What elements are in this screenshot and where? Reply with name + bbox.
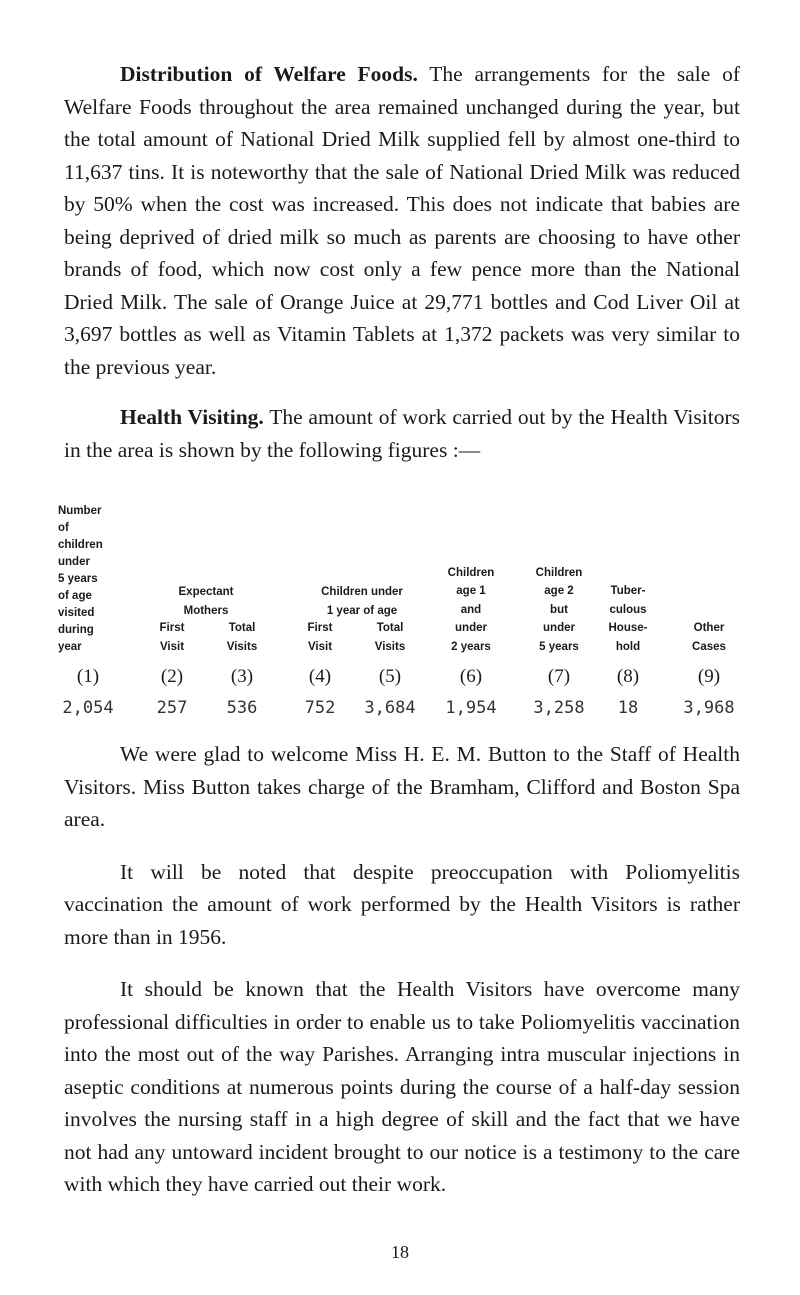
header-text: Total <box>376 622 404 634</box>
header-children-under-1 <box>286 583 438 620</box>
header-col-8 <box>598 582 658 656</box>
header-text: 5 years <box>58 573 98 585</box>
welfare-foods-heading: Distribution of Welfare Foods. <box>120 62 418 86</box>
header-col-7 <box>526 564 592 657</box>
table-value: 3,684 <box>364 698 416 718</box>
header-text: Expectant <box>178 586 234 598</box>
header-col-4 <box>290 619 350 656</box>
health-visiting-paragraph <box>64 401 740 466</box>
header-col-5 <box>354 619 426 656</box>
header-text: Children <box>447 566 495 579</box>
welfare-foods-text: The arrangements for the sale of Welfare Foods throughout the area remained unchanged during the year, but the total amount of National Dried Milk supplied fell by almost one-third to 11,637 tins. It is noteworthy that the sale of National Dried Milk was reduced by 50% when the cost was increased. This does not indicate that babies are being deprived of dried milk so much as parents are choosing to have other brands of food, which now cost only a few pence more than the National Dried Milk. The sale of Orange Juice at 29,771 bottles and Cod Liver Oil at 3,697 bottles as well as Vitamin Tablets at 1,372 packets was very similar to the previous year. <box>64 62 740 379</box>
column-index: (6) <box>459 666 483 687</box>
header-text: visited <box>58 607 95 619</box>
difficulties-paragraph: It should be known that the Health Visitors have overcome many professional difficulties in order to enable us to take Poliomyelitis vaccination into the most out of the way Parishes. Arranging intra muscular injections in aseptic conditions at numerous points during the course of a half-day session involves the nursing staff in a high degree of skill and the fact that we have not had any untoward incident brought to our notice is a testimony to the care with which they have carried out their work. <box>64 977 740 1196</box>
header-text: hold <box>615 640 641 653</box>
header-text: Children <box>535 566 583 579</box>
header-text: Visits <box>374 640 406 653</box>
header-text: 2 years <box>451 640 491 653</box>
header-text: during <box>58 624 94 636</box>
header-col-2 <box>142 619 202 656</box>
header-text: Number <box>58 505 102 517</box>
header-text: Visit <box>159 640 185 653</box>
header-text: under <box>543 622 575 634</box>
work-performed-paragraph: It will be noted that despite preoccupation with Poliomyelitis vaccination the amount of work performed by the Health Visitors is rather more than in 1956. <box>64 859 740 949</box>
column-index: (9) <box>697 666 721 687</box>
table-value: 18 <box>617 698 639 718</box>
table-value: 2,054 <box>62 698 114 718</box>
header-text: culous <box>609 603 647 616</box>
header-text: Visit <box>307 640 333 653</box>
header-text: and <box>460 603 482 616</box>
header-text: of age <box>58 590 92 602</box>
header-text: Mothers <box>183 604 229 617</box>
header-text: First <box>307 622 333 634</box>
header-text: under <box>455 622 487 634</box>
table-value: 3,258 <box>533 698 585 718</box>
column-index: (5) <box>378 666 402 687</box>
header-text: year <box>58 641 82 653</box>
page-number: 18 <box>391 1242 409 1262</box>
column-index: (1) <box>76 666 100 687</box>
column-index: (8) <box>616 666 640 687</box>
header-text: but <box>550 603 568 616</box>
header-text: Tuber- <box>610 585 646 597</box>
header-col-1 <box>58 503 114 656</box>
new-staff-paragraph: We were glad to welcome Miss H. E. M. Button to the Staff of Health Visitors. Miss Button takes charge of the Bramham, Clifford and Boston Spa area. <box>64 742 740 831</box>
header-text: under <box>58 556 90 568</box>
header-expectant-mothers <box>130 583 282 620</box>
table-value: 257 <box>156 698 188 718</box>
header-text: children <box>58 539 103 551</box>
table-value: 536 <box>226 698 258 718</box>
table-value: 3,968 <box>683 698 735 718</box>
welfare-foods-paragraph <box>64 58 740 383</box>
header-text: House- <box>608 622 648 634</box>
header-text: 1 year of age <box>326 604 398 617</box>
header-text: Cases <box>692 640 726 653</box>
column-index: (3) <box>230 666 254 687</box>
health-visiting-text: The amount of work carried out by the Health Visitors in the area is shown by the following figures :— <box>64 405 740 462</box>
table-value: 1,954 <box>445 698 497 718</box>
health-visiting-table <box>58 478 740 718</box>
page-content <box>58 58 740 1201</box>
header-text: age 1 <box>456 585 486 597</box>
header-col-6 <box>438 564 504 657</box>
header-text: First <box>159 622 185 634</box>
column-index: (4) <box>308 666 332 687</box>
column-index: (7) <box>547 666 571 687</box>
health-visiting-heading: Health Visiting. <box>120 405 264 429</box>
header-text: 5 years <box>539 640 579 653</box>
header-text: of <box>58 522 69 534</box>
column-index: (2) <box>160 666 184 687</box>
header-text: Other <box>693 622 725 634</box>
header-col-9 <box>674 619 744 656</box>
header-text: Visits <box>226 640 258 653</box>
header-text: age 2 <box>544 585 574 597</box>
header-text: Children under <box>321 586 403 598</box>
header-col-3 <box>210 619 274 656</box>
table-value: 752 <box>304 698 336 718</box>
header-text: Total <box>228 622 256 634</box>
